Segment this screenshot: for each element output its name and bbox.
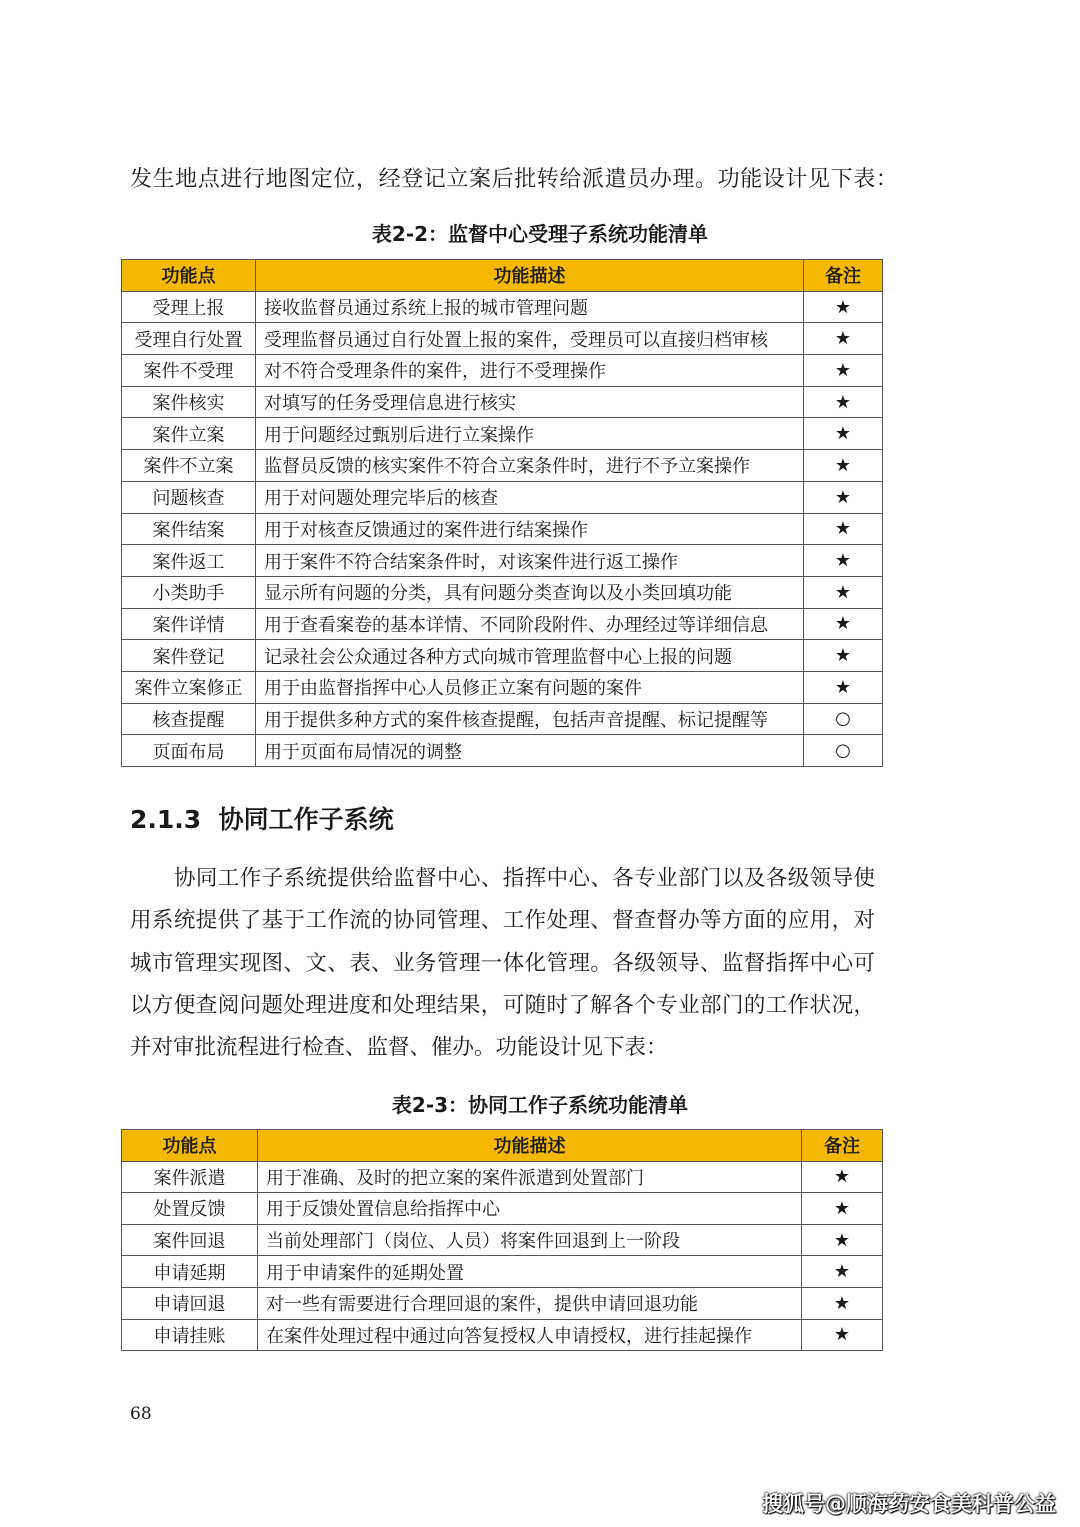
cell-function-description: 对一些有需要进行合理回退的案件，提供申请回退功能 — [258, 1287, 802, 1319]
cell-remark: ★ — [804, 323, 883, 355]
cell-function-description: 监督员反馈的核实案件不符合立案条件时，进行不予立案操作 — [256, 450, 804, 482]
cell-function-description: 用于提供多种方式的案件核查提醒，包括声音提醒、标记提醒等 — [256, 703, 804, 735]
cell-function-description: 用于准确、及时的把立案的案件派遣到处置部门 — [258, 1161, 802, 1193]
cell-remark: ★ — [804, 386, 883, 418]
cell-remark: ★ — [804, 481, 883, 513]
header-remark: 备注 — [804, 260, 883, 292]
cell-function-description: 用于由监督指挥中心人员修正立案有问题的案件 — [256, 671, 804, 703]
table-row — [122, 735, 883, 767]
header-remark: 备注 — [802, 1130, 883, 1162]
intro-text: 发生地点进行地图定位，经登记立案后批转给派遣员办理。功能设计见下表： — [130, 167, 899, 192]
cell-remark: ★ — [802, 1256, 883, 1288]
cell-remark: ★ — [804, 291, 883, 323]
cell-function-point: 问题核查 — [122, 481, 256, 513]
cell-function-point: 小类助手 — [122, 576, 256, 608]
table-row — [122, 1161, 883, 1193]
cell-function-description: 用于对核查反馈通过的案件进行结案操作 — [256, 513, 804, 545]
table-caption-2-3: 表2-3：协同工作子系统功能清单 — [391, 1093, 689, 1117]
cell-function-description: 对不符合受理条件的案件，进行不受理操作 — [256, 355, 804, 387]
cell-function-description: 用于反馈处置信息给指挥中心 — [258, 1193, 802, 1225]
cell-function-point: 案件结案 — [122, 513, 256, 545]
cell-function-point: 处置反馈 — [122, 1193, 258, 1225]
cell-function-point: 页面布局 — [122, 735, 256, 767]
header-function-description: 功能描述 — [256, 260, 804, 292]
cell-function-description: 用于案件不符合结案条件时，对该案件进行返工操作 — [256, 545, 804, 577]
cell-function-description: 受理监督员通过自行处置上报的案件，受理员可以直接归档审核 — [256, 323, 804, 355]
cell-function-description: 用于查看案卷的基本详情、不同阶段附件、办理经过等详细信息 — [256, 608, 804, 640]
table-row — [122, 576, 883, 608]
cell-function-point: 案件详情 — [122, 608, 256, 640]
cell-function-point: 核查提醒 — [122, 703, 256, 735]
cell-function-point: 案件登记 — [122, 640, 256, 672]
table-row — [122, 1287, 883, 1319]
cell-remark: ★ — [804, 450, 883, 482]
cell-remark: ★ — [802, 1161, 883, 1193]
cell-remark: ★ — [804, 545, 883, 577]
table-row — [122, 450, 883, 482]
header-function-point: 功能点 — [122, 1130, 258, 1162]
table-row — [122, 1256, 883, 1288]
header-function-description: 功能描述 — [258, 1130, 802, 1162]
cell-remark: ○ — [804, 703, 883, 735]
cell-remark: ★ — [804, 513, 883, 545]
section-paragraph: 协同工作子系统提供给监督中心、指挥中心、各专业部门以及各级领导使用系统提供了基于工作流的协同管理、工作处理、督查督办等方面的应用，对城市管理实现图、文、表、业务管理一体化管理。各级领导、监督指挥中心可以方便查阅问题处理进度和处理结果，可随时了解各个专业部门的工作状况，并对审批流程进行检查、监督、催办。功能设计见下表： — [130, 866, 875, 1061]
cell-function-point: 受理自行处置 — [122, 323, 256, 355]
table-row — [122, 291, 883, 323]
page-number: 68 — [130, 1404, 152, 1424]
cell-remark: ★ — [804, 671, 883, 703]
cell-function-point: 案件立案修正 — [122, 671, 256, 703]
cell-function-point: 案件返工 — [122, 545, 256, 577]
cell-function-point: 案件核实 — [122, 386, 256, 418]
cell-remark: ★ — [804, 418, 883, 450]
table-row — [122, 355, 883, 387]
cell-function-point: 案件回退 — [122, 1224, 258, 1256]
table-row — [122, 703, 883, 735]
cell-remark: ★ — [802, 1224, 883, 1256]
cell-remark: ★ — [804, 608, 883, 640]
cell-function-point: 案件不受理 — [122, 355, 256, 387]
cell-function-description: 对填写的任务受理信息进行核实 — [256, 386, 804, 418]
cell-function-point: 案件不立案 — [122, 450, 256, 482]
table-row — [122, 513, 883, 545]
table-row — [122, 323, 883, 355]
cell-function-point: 案件派遣 — [122, 1161, 258, 1193]
table-row — [122, 481, 883, 513]
cell-function-description: 显示所有问题的分类，具有问题分类查询以及小类回填功能 — [256, 576, 804, 608]
cell-function-description: 用于对问题处理完毕后的核查 — [256, 481, 804, 513]
cell-function-description: 记录社会公众通过各种方式向城市管理监督中心上报的问题 — [256, 640, 804, 672]
table-row — [122, 1224, 883, 1256]
cell-remark: ★ — [802, 1287, 883, 1319]
table-header-row — [122, 260, 883, 292]
cell-remark: ○ — [804, 735, 883, 767]
header-function-point: 功能点 — [122, 260, 256, 292]
section-number: 2.1.3 — [130, 805, 202, 834]
section-heading — [130, 800, 394, 836]
cell-function-description: 用于申请案件的延期处置 — [258, 1256, 802, 1288]
table-row — [122, 1193, 883, 1225]
cell-function-description: 用于问题经过甄别后进行立案操作 — [256, 418, 804, 450]
watermark-text: 搜狐号@顺海药安食美科普公益 — [762, 1492, 1056, 1516]
table-row — [122, 1319, 883, 1351]
table-caption-2-2: 表2-2：监督中心受理子系统功能清单 — [371, 222, 709, 246]
cell-remark: ★ — [804, 576, 883, 608]
cell-function-description: 在案件处理过程中通过向答复授权人申请授权，进行挂起操作 — [258, 1319, 802, 1351]
table-row — [122, 671, 883, 703]
function-table-2-3 — [121, 1129, 883, 1351]
section-title: 协同工作子系统 — [218, 805, 394, 834]
cell-function-point: 申请挂账 — [122, 1319, 258, 1351]
cell-function-point: 申请延期 — [122, 1256, 258, 1288]
cell-function-point: 案件立案 — [122, 418, 256, 450]
table-row — [122, 418, 883, 450]
cell-function-description: 接收监督员通过系统上报的城市管理问题 — [256, 291, 804, 323]
table-row — [122, 608, 883, 640]
cell-remark: ★ — [802, 1193, 883, 1225]
cell-function-point: 受理上报 — [122, 291, 256, 323]
cell-remark: ★ — [802, 1319, 883, 1351]
cell-function-point: 申请回退 — [122, 1287, 258, 1319]
function-table-2-2 — [121, 259, 883, 767]
table-header-row — [122, 1130, 883, 1162]
table-row — [122, 545, 883, 577]
cell-function-description: 用于页面布局情况的调整 — [256, 735, 804, 767]
cell-function-description: 当前处理部门（岗位、人员）将案件回退到上一阶段 — [258, 1224, 802, 1256]
cell-remark: ★ — [804, 355, 883, 387]
table-row — [122, 640, 883, 672]
table-row — [122, 386, 883, 418]
cell-remark: ★ — [804, 640, 883, 672]
